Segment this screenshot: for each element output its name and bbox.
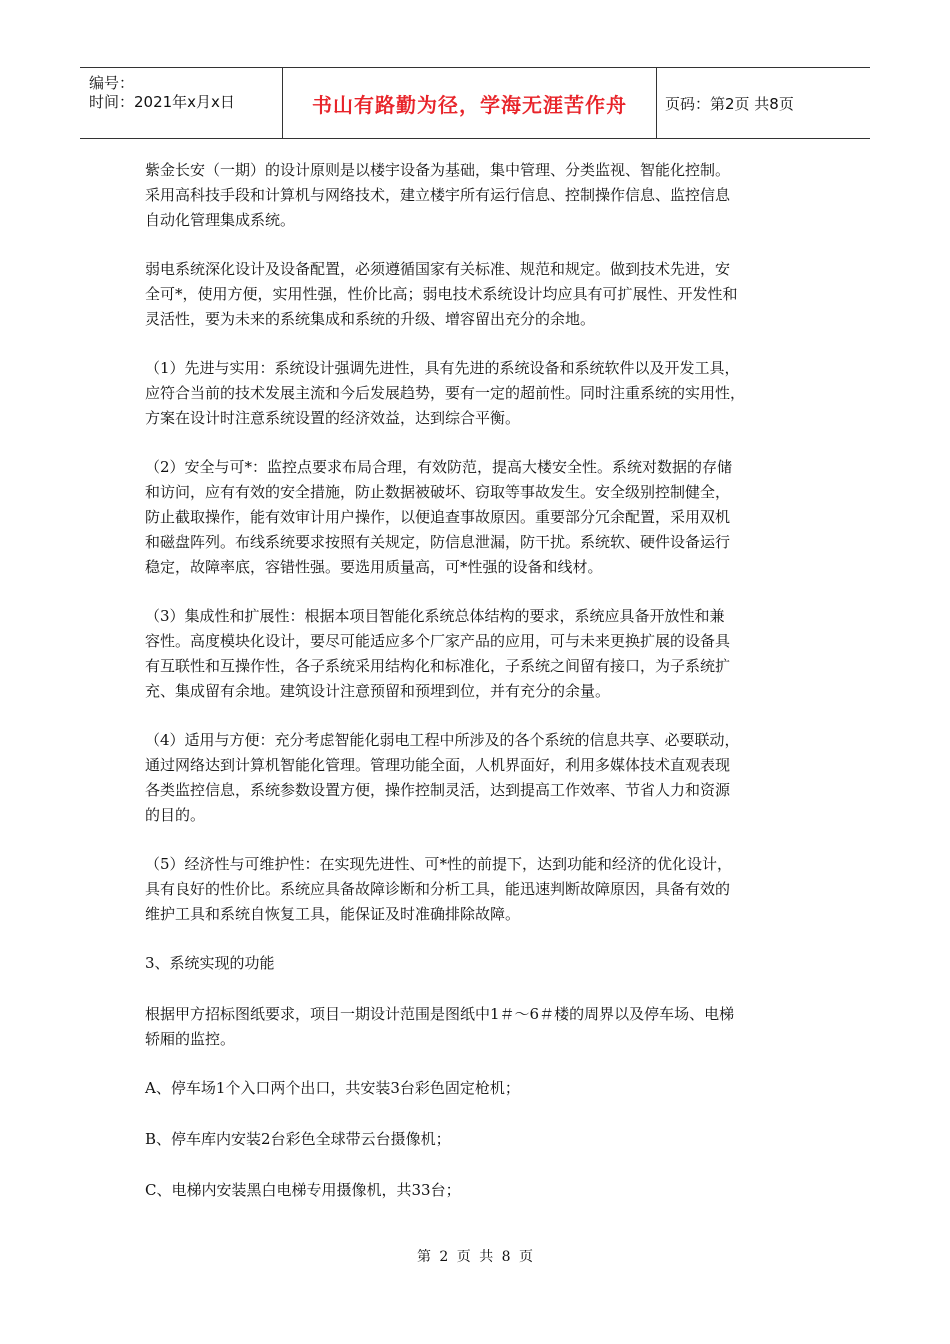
paragraph-line: （5）经济性与可维护性：在实现先进性、可*性的前提下，达到功能和经济的优化设计， — [145, 855, 733, 873]
paragraph-line: 充、集成留有余地。建筑设计注意预留和预埋到位，并有充分的余量。 — [145, 682, 611, 700]
paragraph — [145, 1076, 807, 1101]
paragraph-line: （4）适用与方便：充分考虑智能化弱电工程中所涉及的各个系统的信息共享、必要联动， — [145, 731, 740, 749]
paragraph — [145, 1127, 807, 1152]
page-footer: 第 2 页 共 8 页 — [416, 1249, 534, 1265]
paragraph-line: 全可*，使用方便，实用性强，性价比高；弱电技术系统设计均应具有可扩展性、开发性和 — [145, 285, 738, 303]
paragraph — [145, 604, 807, 704]
document-body — [145, 158, 807, 1229]
document-number-label: 编号： — [89, 74, 135, 92]
paragraph-line: 灵活性，要为未来的系统集成和系统的升级、增容留出充分的余地。 — [145, 310, 596, 328]
paragraph-line: 轿厢的监控。 — [145, 1030, 236, 1048]
paragraph-line: 的目的。 — [145, 806, 206, 824]
paragraph — [145, 356, 807, 431]
paragraph — [145, 1178, 807, 1203]
header-motto: 书山有路勤为径，学海无涯苦作舟 — [312, 92, 627, 117]
paragraph-line: 采用高科技手段和计算机与网络技术，建立楼宇所有运行信息、控制操作信息、监控信息 — [145, 186, 731, 204]
paragraph-line: 防止截取操作，能有效审计用户操作，以便追查事故原因。重要部分冗余配置，采用双机 — [145, 508, 731, 526]
paragraph-line: A、停车场1个入口两个出口，共安装3台彩色固定枪机； — [145, 1079, 520, 1097]
paragraph-line: B、停车库内安装2台彩色全球带云台摄像机； — [145, 1130, 451, 1148]
paragraph-line: （1）先进与实用：系统设计强调先进性，具有先进的系统设备和系统软件以及开发工具， — [145, 359, 740, 377]
header-meta — [80, 68, 282, 138]
paragraph — [145, 852, 807, 927]
paragraph-line: 各类监控信息，系统参数设置方便，操作控制灵活，达到提高工作效率、节省人力和资源 — [145, 781, 731, 799]
paragraph-line: C、电梯内安装黑白电梯专用摄像机，共33台； — [145, 1181, 461, 1199]
paragraph-line: （3）集成性和扩展性：根据本项目智能化系统总体结构的要求，系统应具备开放性和兼 — [145, 607, 725, 625]
paragraph-line: 通过网络达到计算机智能化管理。管理功能全面，人机界面好，利用多媒体技术直观表现 — [145, 756, 731, 774]
paragraph — [145, 455, 807, 580]
paragraph-line: （2）安全与可*：监控点要求布局合理，有效防范，提高大楼安全性。系统对数据的存储 — [145, 458, 733, 476]
paragraph-line: 具有良好的性价比。系统应具备故障诊断和分析工具，能迅速判断故障原因，具备有效的 — [145, 880, 731, 898]
paragraph-line: 方案在设计时注意系统设置的经济效益，达到综合平衡。 — [145, 409, 521, 427]
paragraph-line: 和磁盘阵列。布线系统要求按照有关规定，防信息泄漏，防干扰。系统软、硬件设备运行 — [145, 533, 731, 551]
paragraph-line: 紫金长安（一期）的设计原则是以楼宇设备为基础，集中管理、分类监视、智能化控制。 — [145, 161, 731, 179]
paragraph-line: 稳定，故障率底，容错性强。要选用质量高，可*性强的设备和线材。 — [145, 558, 603, 576]
paragraph-line: 容性。高度模块化设计，要尽可能适应多个厂家产品的应用，可与未来更换扩展的设备具 — [145, 632, 731, 650]
paragraph-line: 有互联性和互操作性，各子系统采用结构化和标准化，子系统之间留有接口，为子系统扩 — [145, 657, 731, 675]
paragraph-line: 维护工具和系统自恢复工具，能保证及时准确排除故障。 — [145, 905, 521, 923]
paragraph — [145, 158, 807, 233]
paragraph — [145, 951, 807, 976]
paragraph-line: 弱电系统深化设计及设备配置，必须遵循国家有关标准、规范和规定。做到技术先进，安 — [145, 260, 731, 278]
header-divider — [656, 68, 657, 138]
paragraph-line: 自动化管理集成系统。 — [145, 211, 296, 229]
page-header — [80, 67, 870, 139]
paragraph-line: 3、系统实现的功能 — [145, 954, 275, 972]
paragraph — [145, 728, 807, 828]
paragraph-line: 和访问，应有有效的安全措施，防止数据被破坏、窃取等事故发生。安全级别控制健全， — [145, 483, 731, 501]
paragraph — [145, 257, 807, 332]
document-date: 时间：2021年x月x日 — [89, 93, 235, 111]
paragraph-line: 根据甲方招标图纸要求，项目一期设计范围是图纸中1＃～6＃楼的周界以及停车场、电梯 — [145, 1005, 735, 1023]
paragraph — [145, 1002, 807, 1052]
header-page-info: 页码：第2页 共8页 — [665, 94, 794, 113]
paragraph-line: 应符合当前的技术发展主流和今后发展趋势，要有一定的超前性。同时注重系统的实用性， — [145, 384, 746, 402]
